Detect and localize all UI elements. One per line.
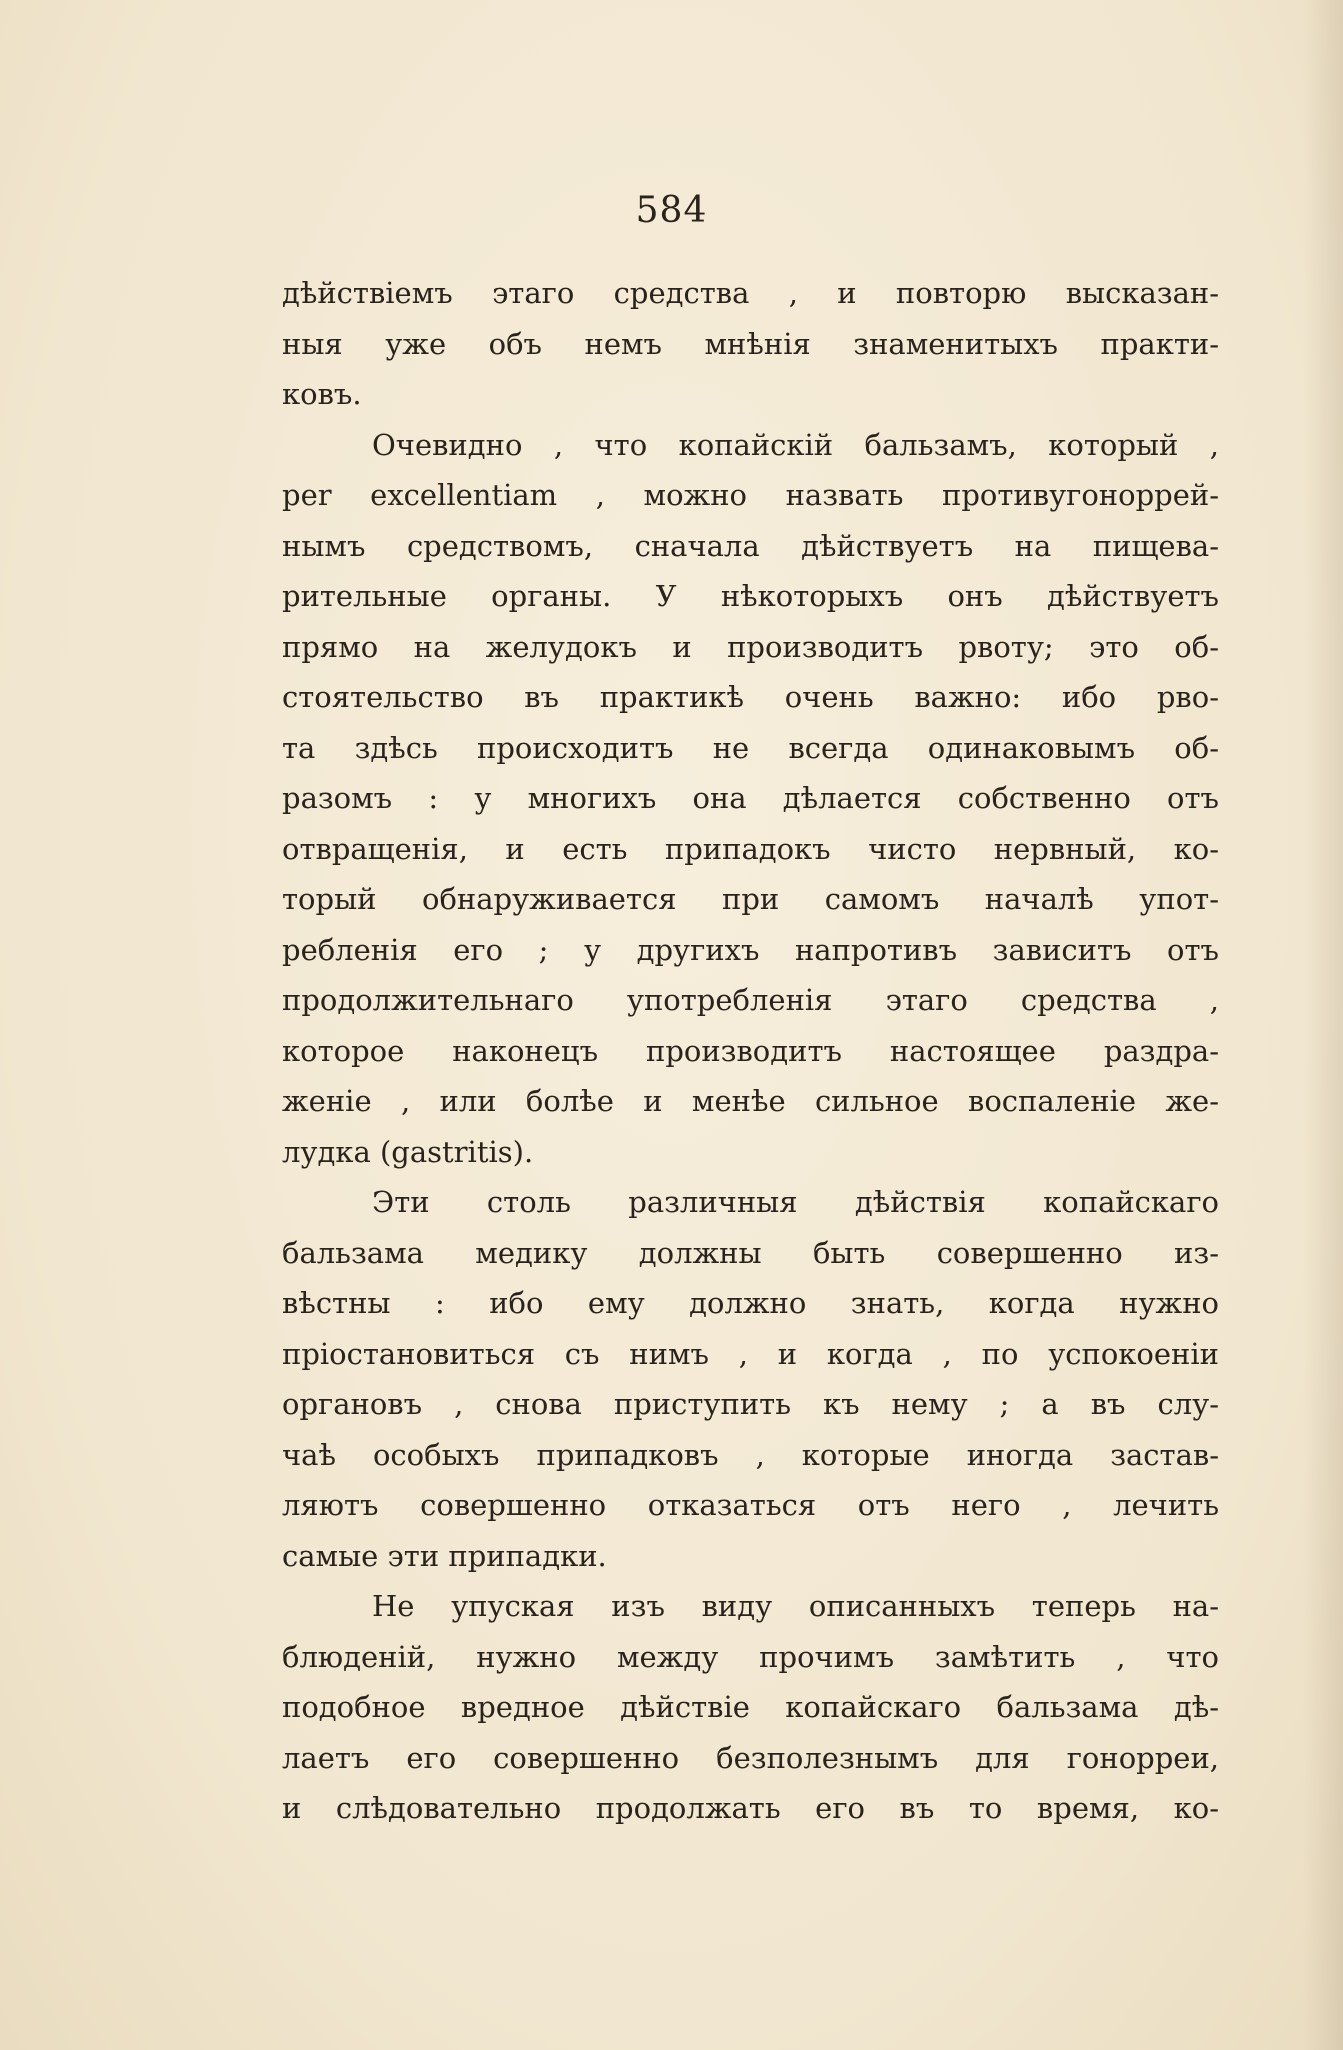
text-line: самые эти припадки. xyxy=(282,1538,607,1573)
text-line: отвращенія, и есть припадокъ чисто нервный, ко- xyxy=(282,831,1219,866)
text-line: лудка (gastritis). xyxy=(282,1134,534,1169)
text-line: ляютъ совершенно отказаться отъ него , лечить xyxy=(282,1488,1219,1522)
text-line: стоятельство въ практикѣ очень важно: ибо рво- xyxy=(282,680,1219,714)
text-line: прямо на желудокъ и производитъ рвоту; это об- xyxy=(282,629,1219,664)
text-line: дѣйствіемъ этаго средства , и повторю высказан- xyxy=(282,276,1219,310)
text-line: лаетъ его совершенно безполезнымъ для гонорреи, xyxy=(282,1740,1219,1775)
text-line: продолжительнаго употребленія этаго средства , xyxy=(282,983,1219,1017)
text-line: блюденій, нужно между прочимъ замѣтить , что xyxy=(282,1639,1219,1674)
text-line: нымъ средствомъ, сначала дѣйствуетъ на пищева- xyxy=(282,528,1219,563)
page-number: 584 xyxy=(635,190,708,231)
text-line: торый обнаруживается при самомъ началѣ упот- xyxy=(282,882,1219,916)
text-line: разомъ : у многихъ она дѣлается собственно отъ xyxy=(282,781,1219,815)
text-line: per excellentiam , можно назвать противугоноррей- xyxy=(282,478,1219,512)
paragraph-first-line: Эти столь различныя дѣйствія копайскаго xyxy=(372,1185,1219,1219)
paragraph-first-line: Не упуская изъ виду описанныхъ теперь на- xyxy=(372,1589,1219,1623)
text-line: вѣстны : ибо ему должно знать, когда нужно xyxy=(282,1286,1219,1320)
body-text xyxy=(282,268,1219,1834)
text-line: та здѣсь происходитъ не всегда одинаковымъ об- xyxy=(282,730,1219,765)
paragraph-first-line: Очевидно , что копайскій бальзамъ, который , xyxy=(372,427,1219,462)
text-line: ныя уже объ немъ мнѣнія знаменитыхъ практи- xyxy=(282,326,1219,361)
text-line: ребленія его ; у другихъ напротивъ зависитъ отъ xyxy=(282,932,1219,967)
text-line: женіе , или болѣе и менѣе сильное воспаленіе же- xyxy=(282,1084,1219,1118)
text-line: которое наконецъ производитъ настоящее раздра- xyxy=(282,1033,1219,1068)
text-line: и слѣдовательно продолжать его въ то время, ко- xyxy=(282,1791,1219,1825)
text-line: ковъ. xyxy=(282,377,362,411)
text-line: органовъ , снова приступить къ нему ; а въ слу- xyxy=(282,1387,1219,1421)
text-line: чаѣ особыхъ припадковъ , которые иногда застав- xyxy=(282,1437,1219,1472)
page-edge-shadow xyxy=(1303,0,1343,2050)
text-line: пріостановиться съ нимъ , и когда , по успокоеніи xyxy=(282,1336,1219,1371)
text-line: подобное вредное дѣйствіе копайскаго бальзама дѣ- xyxy=(282,1690,1219,1724)
text-line: рительные органы. У нѣкоторыхъ онъ дѣйствуетъ xyxy=(282,579,1219,613)
text-line: бальзама медику должны быть совершенно из- xyxy=(282,1235,1219,1270)
